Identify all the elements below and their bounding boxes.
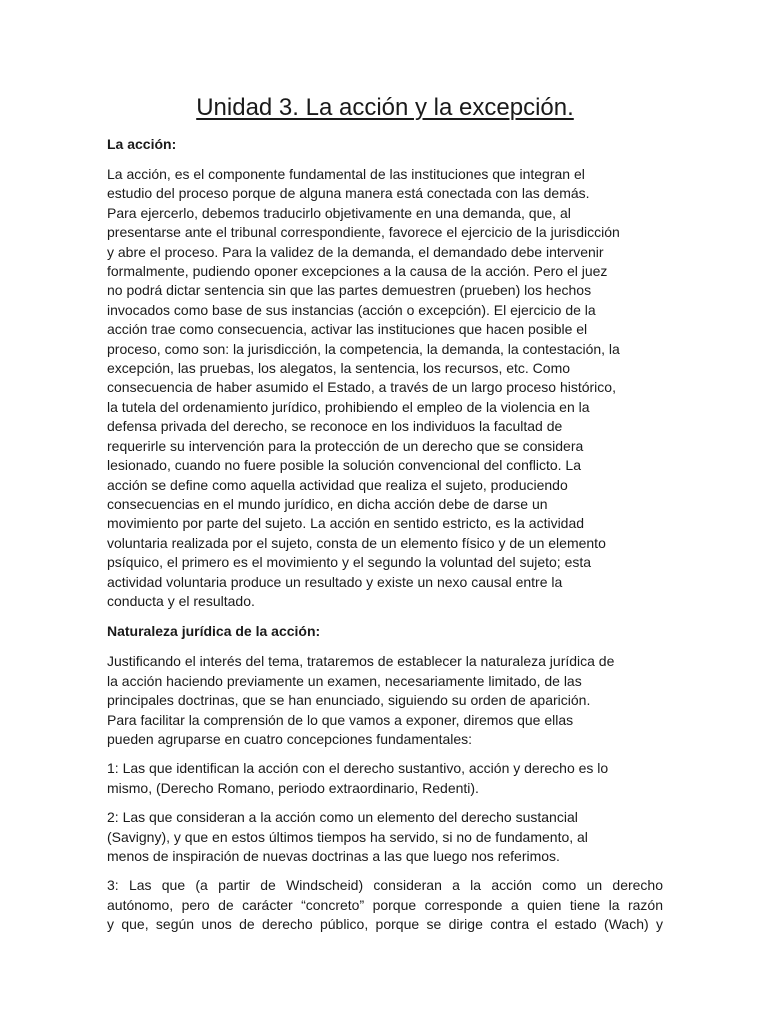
text-line: 3: Las que (a partir de Windscheid) consideran a la acción como un derecho	[107, 877, 663, 894]
text-line: movimiento por parte del sujeto. La acción en sentido estricto, es la actividad	[107, 515, 585, 532]
text-line: mismo, (Derecho Romano, periodo extraordinario, Redenti).	[107, 779, 479, 796]
document-page	[107, 92, 663, 945]
text-line: formalmente, pudiendo oponer excepciones a la causa de la acción. Pero el juez	[107, 263, 608, 280]
text-line: psíquico, el primero es el movimiento y el segundo la voluntad del sujeto; esta	[107, 554, 592, 571]
text-line: actividad voluntaria produce un resultado y existe un nexo causal entre la	[107, 573, 563, 590]
text-line: requerirle su intervención para la protección de un derecho que se considera	[107, 437, 584, 454]
text-line: La acción, es el componente fundamental de las instituciones que integran el	[107, 166, 585, 182]
text-line: y abre el proceso. Para la validez de la demanda, el demandado debe intervenir	[107, 243, 604, 260]
text-line: no podrá dictar sentencia sin que las partes demuestren (prueben) los hechos	[107, 282, 592, 299]
text-line: 2: Las que consideran a la acción como un elemento del derecho sustancial	[107, 809, 578, 826]
text-line: y que, según unos de derecho público, porque se dirige contra el estado (Wach) y	[107, 916, 663, 933]
text-line: menos de inspiración de nuevas doctrinas a las que luego nos referimos.	[107, 848, 560, 864]
text-line: defensa privada del derecho, se reconoce en los individuos la facultad de	[107, 418, 563, 435]
text-line: proceso, como son: la jurisdicción, la competencia, la demanda, la contestación, la	[107, 340, 620, 357]
text-line: acción se define como aquella actividad que realiza el sujeto, produciendo	[107, 476, 568, 493]
text-line: consecuencias en el mundo jurídico, en dicha acción debe de darse un	[107, 495, 548, 512]
text-line: voluntaria realizada por el sujeto, consta de un elemento físico y de un elemento	[107, 534, 606, 551]
paragraph-accion	[107, 165, 663, 611]
text-line: excepción, las pruebas, los alegatos, la sentencia, los recursos, etc. Como	[107, 360, 571, 377]
text-line: Para facilitar la comprensión de lo que vamos a exponer, diremos que ellas	[107, 711, 574, 728]
document-title: Unidad 3. La acción y la excepción.	[196, 94, 574, 121]
text-line: pueden agruparse en cuatro concepciones fundamentales:	[107, 730, 473, 747]
text-line: consecuencia de haber asumido el Estado, a través de un largo proceso histórico,	[107, 379, 616, 396]
list-item-3	[107, 876, 663, 934]
section-heading-accion: La acción:	[107, 136, 177, 152]
text-line: Para ejercerlo, debemos traducirlo objetivamente en una demanda, que, al	[107, 204, 571, 221]
text-line: lesionado, cuando no fuere posible la solución convencional del conflicto. La	[107, 457, 581, 474]
text-line: Justificando el interés del tema, trataremos de establecer la naturaleza jurídica de	[107, 653, 615, 670]
text-line: invocados como base de sus instancias (acción o excepción). El ejercicio de la	[107, 301, 596, 318]
section-heading-naturaleza: Naturaleza jurídica de la acción:	[107, 623, 321, 640]
text-line: estudio del proceso porque de alguna manera está conectada con las demás.	[107, 185, 590, 202]
text-line: principales doctrinas, que se han enunciado, siguiendo su orden de aparición.	[107, 692, 591, 709]
text-line: autónomo, pero de carácter “concreto” porque corresponde a quien tiene la razón	[107, 896, 663, 913]
list-item-2	[107, 808, 663, 866]
text-line: la acción haciendo previamente un examen, necesariamente limitado, de las	[107, 672, 582, 689]
text-line: (Savigny), y que en estos últimos tiempos ha servido, si no de fundamento, al	[107, 828, 588, 845]
text-line: 1: Las que identifican la acción con el derecho sustantivo, acción y derecho es lo	[107, 760, 609, 777]
text-line: conducta y el resultado.	[107, 592, 255, 609]
text-line: la tutela del ordenamiento jurídico, prohibiendo el empleo de la violencia en la	[107, 398, 590, 415]
text-line: acción trae como consecuencia, activar las instituciones que hacen posible el	[107, 321, 588, 338]
list-item-1	[107, 759, 663, 798]
paragraph-naturaleza	[107, 652, 663, 749]
text-line: presentarse ante el tribunal correspondiente, favorece el ejercicio de la jurisdicción	[107, 224, 620, 241]
